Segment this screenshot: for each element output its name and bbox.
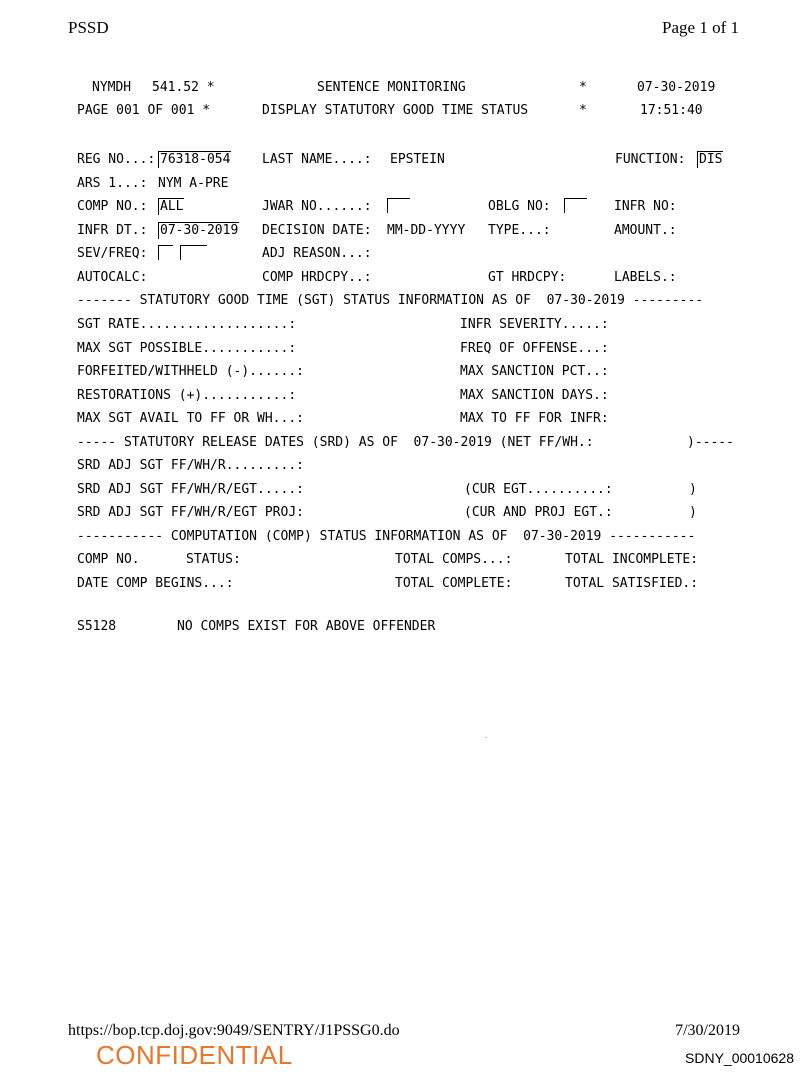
sev-freq-label: SEV/FREQ: — [77, 246, 148, 261]
confidential-stamp: CONFIDENTIAL — [96, 1040, 293, 1070]
comp-divider: ----------- COMPUTATION (COMP) STATUS INFORMATION AS OF 07-30-2019 ----------- — [77, 529, 696, 544]
comp-no-col: COMP NO. — [77, 552, 140, 567]
oblg-input[interactable] — [564, 198, 587, 213]
message-code: S5128 — [77, 619, 117, 634]
page-indicator: PAGE 001 OF 001 * — [77, 103, 211, 118]
reg-no-input[interactable]: 76318-054 — [160, 152, 231, 167]
screen-date: 07-30-2019 — [637, 80, 716, 95]
sgt-rate-label: SGT RATE...................: — [77, 317, 297, 332]
decision-date-label: DECISION DATE: — [262, 223, 372, 238]
reg-no-label: REG NO...: — [77, 152, 156, 167]
jwar-label: JWAR NO......: — [262, 199, 372, 214]
autocalc-label: AUTOCALC: — [77, 270, 148, 285]
date-comp-begins-label: DATE COMP BEGINS...: — [77, 576, 234, 591]
footer-date: 7/30/2019 — [675, 1022, 740, 1039]
max-to-ff-label: MAX TO FF FOR INFR: — [460, 411, 609, 426]
freq-of-offense-label: FREQ OF OFFENSE...: — [460, 341, 609, 356]
type-label: TYPE...: — [488, 223, 551, 238]
infr-dt-label: INFR DT.: — [77, 223, 148, 238]
decision-date-input[interactable]: MM-DD-YYYY — [387, 223, 466, 238]
last-name-label: LAST NAME....: — [262, 152, 372, 167]
infr-no-label: INFR NO: — [614, 199, 677, 214]
amount-label: AMOUNT.: — [614, 223, 677, 238]
total-incomplete-label: TOTAL INCOMPLETE: — [565, 552, 699, 567]
status-col: STATUS: — [186, 552, 241, 567]
srd-adj-proj-label: SRD ADJ SGT FF/WH/R/EGT PROJ: — [77, 505, 304, 520]
last-name-value: EPSTEIN — [390, 152, 445, 167]
comp-hrdcpy-label: COMP HRDCPY..: — [262, 270, 372, 285]
jwar-input[interactable] — [387, 198, 410, 213]
system-id: NYMDH — [92, 80, 132, 95]
labels-label: LABELS.: — [614, 270, 677, 285]
title-star: * — [579, 80, 587, 95]
sgt-divider: ------- STATUTORY GOOD TIME (SGT) STATUS INFORMATION AS OF 07-30-2019 --------- — [77, 293, 704, 308]
screen-title: SENTENCE MONITORING — [317, 80, 466, 95]
footer-url: https://bop.tcp.doj.gov:9049/SENTRY/J1PSSG0.do — [68, 1022, 400, 1039]
function-label: FUNCTION: — [615, 152, 686, 167]
oblg-label: OBLG NO: — [488, 199, 551, 214]
message-text: NO COMPS EXIST FOR ABOVE OFFENDER — [177, 619, 436, 634]
ars-value: NYM A-PRE — [158, 176, 229, 191]
screen-code: 541.52 * — [152, 80, 215, 95]
function-input[interactable]: DIS — [699, 152, 723, 167]
print-header-page: Page 1 of 1 — [662, 18, 739, 37]
gt-hrdcpy-label: GT HRDCPY: — [488, 270, 567, 285]
print-header-left: PSSD — [68, 18, 109, 37]
screen-time: 17:51:40 — [640, 103, 703, 118]
freq-input[interactable] — [180, 245, 207, 260]
total-comps-label: TOTAL COMPS...: — [395, 552, 513, 567]
total-complete-label: TOTAL COMPLETE: — [395, 576, 513, 591]
bates-number: SDNY_00010628 — [685, 1050, 794, 1066]
screen-subtitle: DISPLAY STATUTORY GOOD TIME STATUS — [262, 103, 529, 118]
infr-severity-label: INFR SEVERITY.....: — [460, 317, 609, 332]
ars-label: ARS 1...: — [77, 176, 148, 191]
cur-proj-close: ) — [689, 505, 697, 520]
cur-egt-close: ) — [689, 482, 697, 497]
comp-no-input[interactable]: ALL — [160, 199, 184, 214]
scan-speck — [485, 737, 487, 738]
max-sanction-days-label: MAX SANCTION DAYS.: — [460, 388, 609, 403]
srd-divider: ----- STATUTORY RELEASE DATES (SRD) AS OF 07-30-2019 (NET FF/WH.: — [77, 435, 594, 450]
cur-proj-egt-label: (CUR AND PROJ EGT.: — [464, 505, 613, 520]
infr-dt-input[interactable]: 07-30-2019 — [160, 223, 239, 238]
max-sanction-pct-label: MAX SANCTION PCT..: — [460, 364, 609, 379]
srd-adj-r-label: SRD ADJ SGT FF/WH/R.........: — [77, 458, 304, 473]
max-sgt-avail-label: MAX SGT AVAIL TO FF OR WH...: — [77, 411, 304, 426]
max-sgt-possible-label: MAX SGT POSSIBLE...........: — [77, 341, 297, 356]
srd-adj-egt-label: SRD ADJ SGT FF/WH/R/EGT.....: — [77, 482, 304, 497]
comp-no-label: COMP NO.: — [77, 199, 148, 214]
subtitle-star: * — [579, 103, 587, 118]
total-satisfied-label: TOTAL SATISFIED.: — [565, 576, 699, 591]
forfeited-label: FORFEITED/WITHHELD (-)......: — [77, 364, 304, 379]
sev-input[interactable] — [158, 245, 173, 260]
adj-reason-label: ADJ REASON...: — [262, 246, 372, 261]
restorations-label: RESTORATIONS (+)...........: — [77, 388, 297, 403]
cur-egt-label: (CUR EGT..........: — [464, 482, 613, 497]
srd-divider-end: )----- — [687, 435, 734, 450]
